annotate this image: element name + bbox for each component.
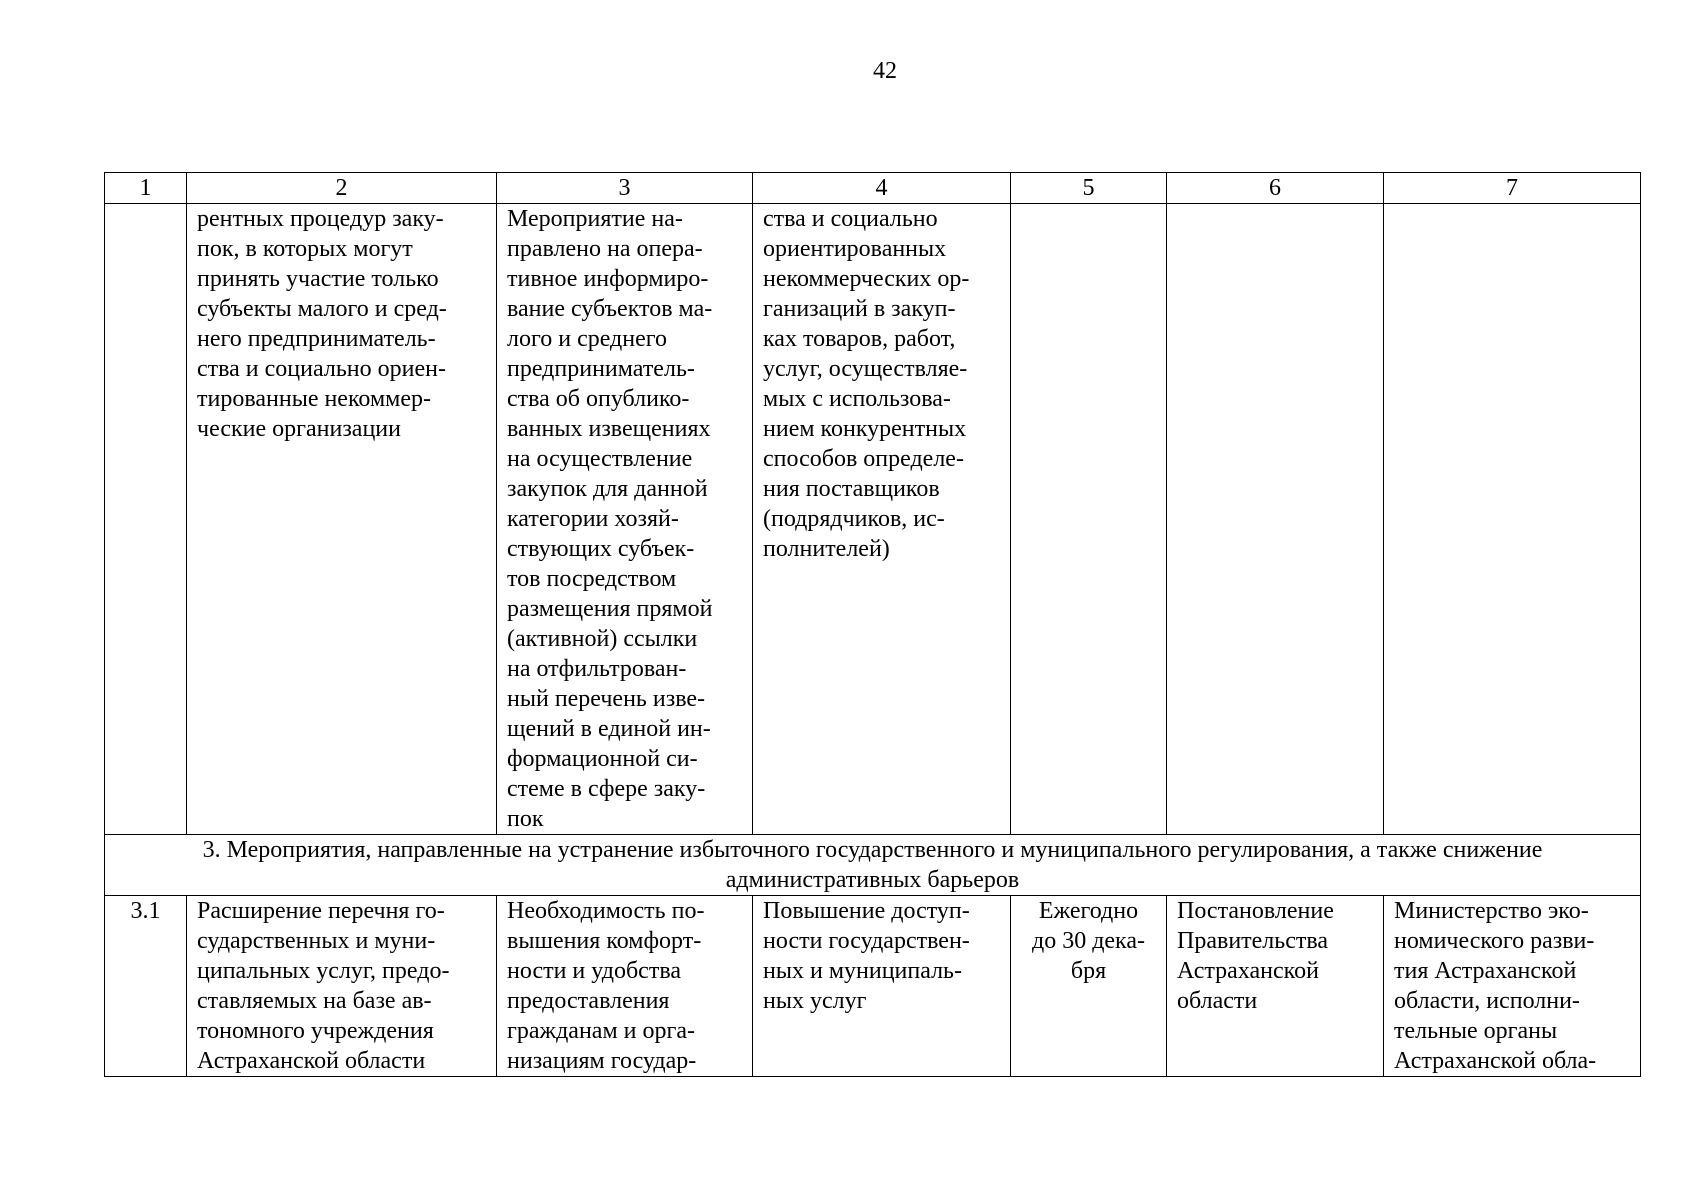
column-number-5: 5 (1011, 173, 1167, 204)
column-number-6: 6 (1167, 173, 1384, 204)
cell-responsible: Министерство эко- номического разви- тия Астраханской области, исполни- тельные органы Астраханской обла- (1384, 896, 1641, 1077)
table-row-3-1 (105, 896, 1641, 1077)
cell-measure-name: Расширение перечня го- сударственных и муни- ципальных услуг, предо- ставляемых на базе ав- тономного учреждения Астраханской области (187, 896, 497, 1077)
column-number-7: 7 (1384, 173, 1641, 204)
cell-deadline: Ежегодно до 30 дека- бря (1011, 896, 1167, 1077)
cell-number (105, 204, 187, 835)
cell-measure-name: рентных процедур заку- пок, в которых могут принять участие только субъекты малого и сред- него предприниматель- ства и социально ориен- тированные некоммер- ческие организации (187, 204, 497, 835)
cell-number: 3.1 (105, 896, 187, 1077)
column-number-row (105, 173, 1641, 204)
cell-deadline (1011, 204, 1167, 835)
measures-table (104, 172, 1641, 1077)
column-number-3: 3 (497, 173, 753, 204)
column-number-1: 1 (105, 173, 187, 204)
cell-document (1167, 204, 1384, 835)
section-heading: 3. Мероприятия, направленные на устранение избыточного государственного и муниципального регулирования, а также снижение административных барьеров (105, 835, 1641, 896)
cell-expected-result: ства и социально ориентированных некоммерческих ор- ганизаций в закуп- ках товаров, работ, услуг, осуществляе- мых с использова- нием конкурентных способов определе- ния поставщиков (подрядчиков, ис- полнителей) (753, 204, 1011, 835)
column-number-4: 4 (753, 173, 1011, 204)
cell-responsible (1384, 204, 1641, 835)
section-heading-row (105, 835, 1641, 896)
cell-expected-result: Повышение доступ- ности государствен- ных и муниципаль- ных услуг (753, 896, 1011, 1077)
page-number: 42 (873, 58, 897, 84)
table-row-continuation (105, 204, 1641, 835)
cell-document: Постановление Правительства Астраханской области (1167, 896, 1384, 1077)
column-number-2: 2 (187, 173, 497, 204)
cell-description: Мероприятие на- правлено на опера- тивное информиро- вание субъектов ма- лого и среднего предприниматель- ства об опублико- ванных извещениях на осуществление закупок для данной категории хозяй- ствующих субъек- тов посредством размещения прямой (активной) ссылки на отфильтрован- ный перечень изве- щений в единой ин- формационной си- стеме в сфере заку- пок (497, 204, 753, 835)
cell-description: Необходимость по- вышения комфорт- ности и удобства предоставления гражданам и орга- низациям государ- (497, 896, 753, 1077)
